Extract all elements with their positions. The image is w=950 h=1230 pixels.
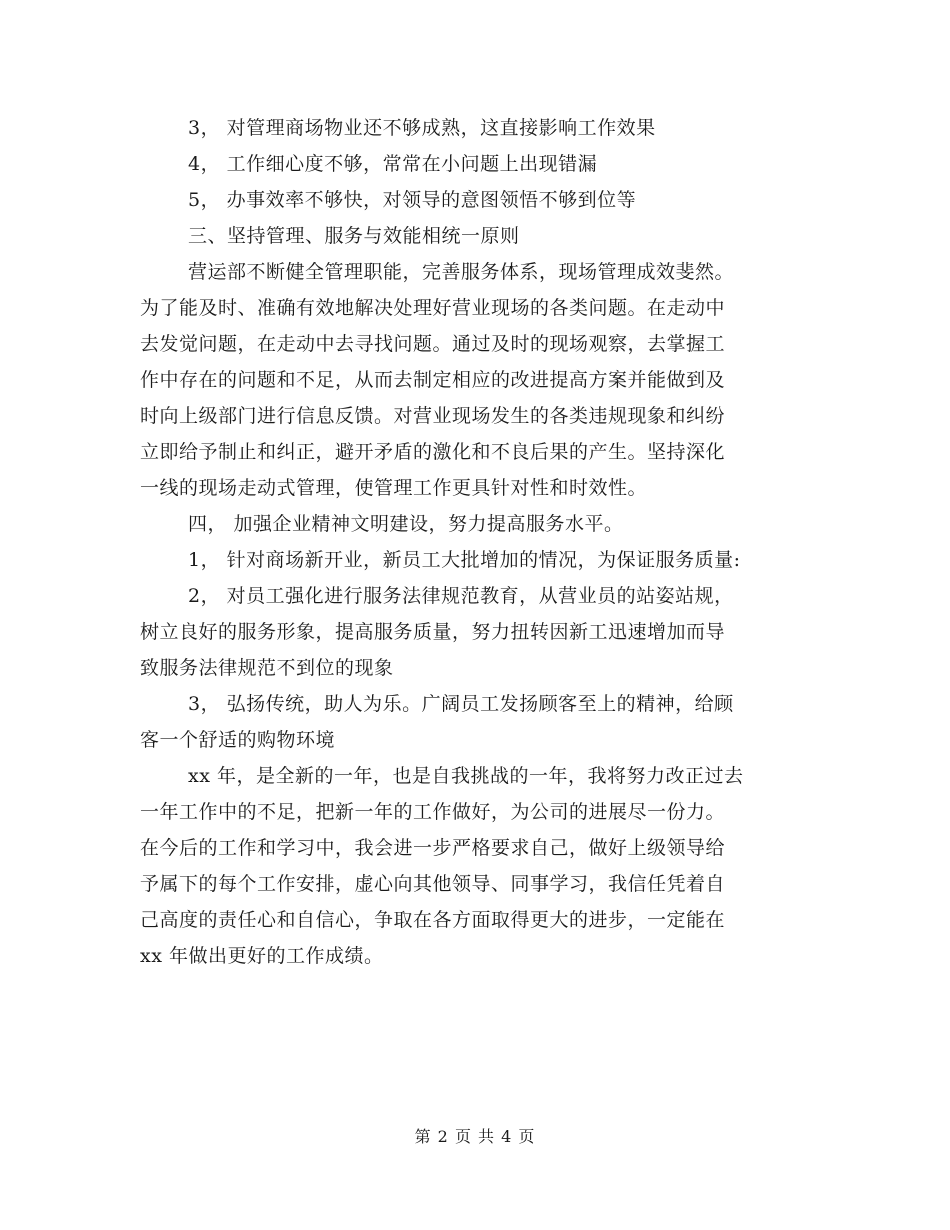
paragraph-line: xx 年做出更好的工作成绩。 (140, 945, 384, 967)
paragraph-line: 予属下的每个工作安排，虚心向其他领导、同事学习，我信任凭着自 (140, 873, 726, 895)
section-heading: 四， 加强企业精神文明建设，努力提高服务水平。 (188, 513, 624, 535)
section-heading: 三、坚持管理、服务与效能相统一原则 (188, 225, 520, 247)
paragraph-line: 立即给予制止和纠正，避开矛盾的激化和不良后果的产生。坚持深化 (140, 441, 726, 463)
list-item: 5， 办事效率不够快，对领导的意图领悟不够到位等 (188, 189, 637, 211)
list-item: 3， 对管理商场物业还不够成熟，这直接影响工作效果 (188, 117, 656, 139)
paragraph-line: 致服务法律规范不到位的现象 (140, 657, 394, 679)
paragraph-line: 树立良好的服务形象，提高服务质量，努力扭转因新工迅速增加而导 (140, 621, 726, 643)
paragraph-line: 时向上级部门进行信息反馈。对营业现场发生的各类违规现象和纠纷 (140, 405, 726, 427)
list-item: 4， 工作细心度不够，常常在小问题上出现错漏 (188, 153, 598, 175)
list-item: 3， 弘扬传统，助人为乐。广阔员工发扬顾客至上的精神，给顾 (188, 693, 734, 715)
list-item: 1， 针对商场新开业，新员工大批增加的情况，为保证服务质量: (188, 549, 741, 571)
paragraph-line: 营运部不断健全管理职能，完善服务体系，现场管理成效斐然。 (188, 261, 735, 283)
paragraph-line: 在今后的工作和学习中，我会进一步严格要求自己，做好上级领导给 (140, 837, 726, 859)
document-body (140, 110, 804, 974)
paragraph-line: xx 年，是全新的一年，也是自我挑战的一年，我将努力改正过去 (188, 765, 744, 787)
paragraph-line: 去发觉问题，在走动中去寻找问题。通过及时的现场观察，去掌握工 (140, 333, 726, 355)
paragraph-line: 为了能及时、准确有效地解决处理好营业现场的各类问题。在走动中 (140, 297, 726, 319)
list-item: 2， 对员工强化进行服务法律规范教育，从营业员的站姿站规， (188, 585, 734, 607)
paragraph-line: 一线的现场走动式管理，使管理工作更具针对性和时效性。 (140, 477, 648, 499)
page-number-footer: 第 2 页 共 4 页 (414, 1127, 536, 1146)
paragraph-line: 己高度的责任心和自信心，争取在各方面取得更大的进步，一定能在 (140, 909, 726, 931)
paragraph-line: 客一个舒适的购物环境 (140, 729, 336, 751)
paragraph-line: 一年工作中的不足，把新一年的工作做好，为公司的进展尽一份力。 (140, 801, 726, 823)
paragraph-line: 作中存在的问题和不足，从而去制定相应的改进提高方案并能做到及 (140, 369, 726, 391)
